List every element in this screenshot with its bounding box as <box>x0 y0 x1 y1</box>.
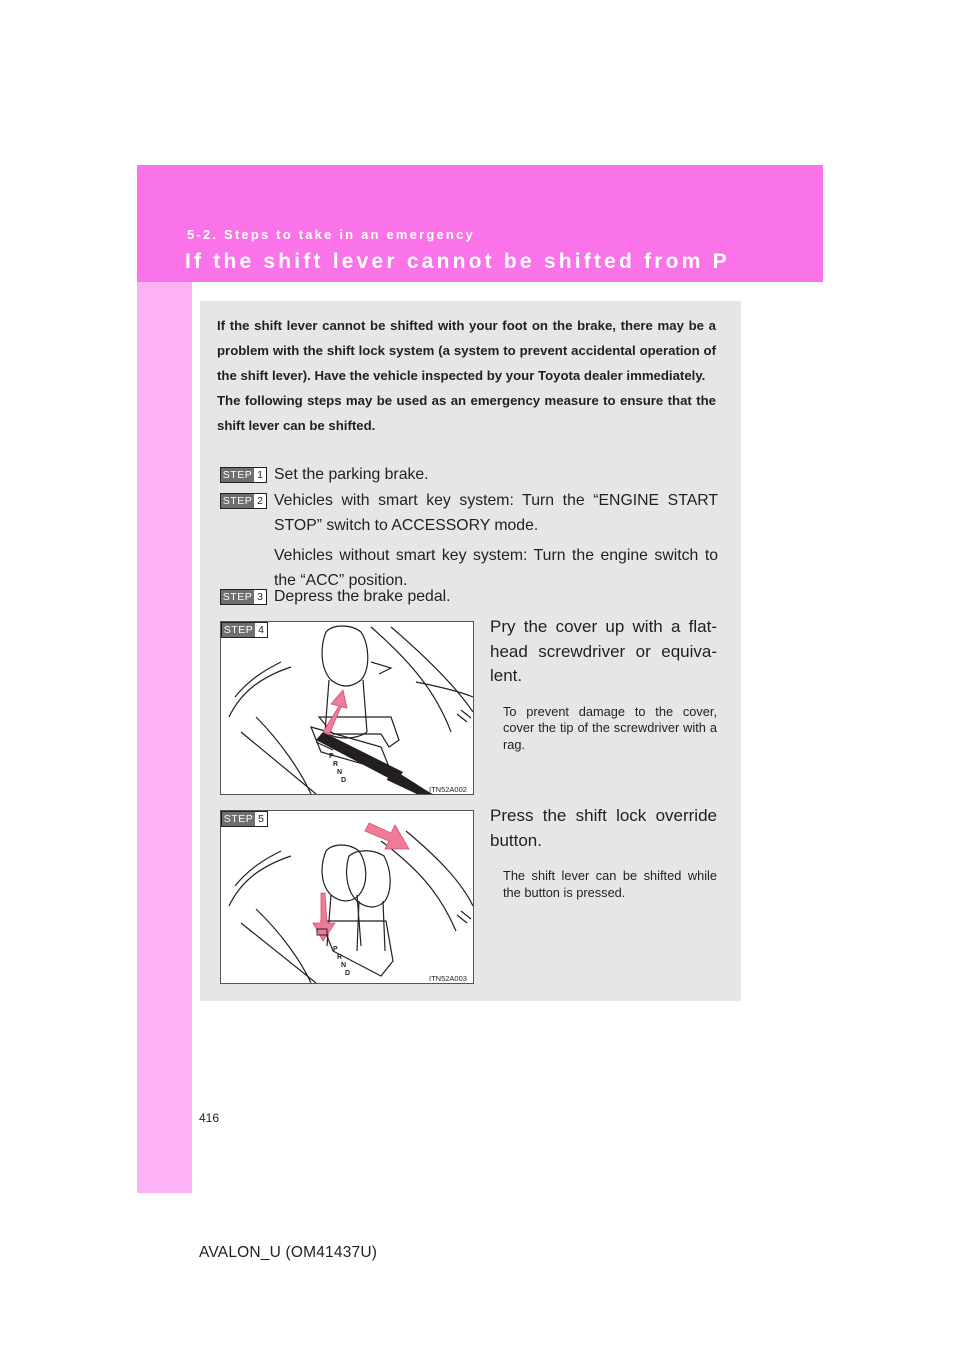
intro-text <box>217 313 716 438</box>
step-4-illustration <box>220 621 474 795</box>
step-4-instructions <box>490 615 717 753</box>
step-number: 1 <box>257 469 263 481</box>
illustration-code: ITN52A003 <box>429 974 467 983</box>
step-number: 4 <box>258 624 264 636</box>
step-2-text: Vehicles with smart key system: Turn the “ENGINE START STOP” switch to ACCESSORY mode. <box>274 492 718 534</box>
step-badge-1 <box>220 467 267 483</box>
page-title: If the shift lever cannot be shifted from P <box>185 250 730 273</box>
intro-paragraph-1: If the shift lever cannot be shifted with your foot on the brake, there may be a problem with the shift lock system (a system to prevent accidental operation of the shift lever). Have the vehicle inspected by your Toyota dealer immediately. <box>217 318 716 383</box>
gear-letter-p: P <box>329 753 334 760</box>
step-5-text: Press the shift lock override button. <box>490 806 717 850</box>
step-5-illustration <box>220 810 474 984</box>
step-label: STEP <box>222 591 253 603</box>
gear-letter-d: D <box>345 970 351 977</box>
step-3-text: Depress the brake pedal. <box>274 588 451 605</box>
intro-paragraph-2: The following steps may be used as an emergency measure to ensure that the shift lever can be shifted. <box>217 393 716 433</box>
shift-lock-drawing <box>221 811 474 984</box>
content-box <box>200 301 741 1001</box>
gear-letter-n: N <box>341 962 347 969</box>
gear-letter-p: P <box>333 946 338 953</box>
step-number: 3 <box>257 591 263 603</box>
step-label: STEP <box>223 813 254 825</box>
section-header <box>137 165 823 282</box>
section-label: 5-2. Steps to take in an emergency <box>187 227 475 242</box>
step-label: STEP <box>222 495 253 507</box>
step-label: STEP <box>223 624 254 636</box>
step-5-note: The shift lever can be shifted while the button is pressed. <box>503 868 717 900</box>
step-4-text: Pry the cover up with a flat-head screwdriver or equiva-lent. <box>490 617 717 685</box>
step-badge-2 <box>220 493 267 509</box>
step-number: 5 <box>258 813 264 825</box>
step-5-instructions <box>490 804 717 901</box>
illustration-code: ITN52A002 <box>429 785 467 794</box>
side-color-band <box>137 165 192 1193</box>
page-number: 416 <box>199 1111 220 1125</box>
step-badge-3 <box>220 589 267 605</box>
gear-letter-d: D <box>341 777 347 784</box>
step-badge-5 <box>221 811 268 827</box>
step-1-text: Set the parking brake. <box>274 466 429 483</box>
step-4-note: To prevent damage to the cover, cover the tip of the screwdriver with a rag. <box>503 703 717 752</box>
step-number: 2 <box>257 495 263 507</box>
step-2-text-alt: Vehicles without smart key system: Turn the engine switch to the “ACC” position. <box>274 547 718 589</box>
gear-letter-n: N <box>337 769 343 776</box>
gear-letter-r: R <box>333 761 339 768</box>
shift-cover-drawing <box>221 622 474 795</box>
step-badge-4 <box>221 622 268 638</box>
gear-letter-r: R <box>337 954 343 961</box>
document-id: AVALON_U (OM41437U) <box>199 1244 378 1261</box>
step-label: STEP <box>222 469 253 481</box>
